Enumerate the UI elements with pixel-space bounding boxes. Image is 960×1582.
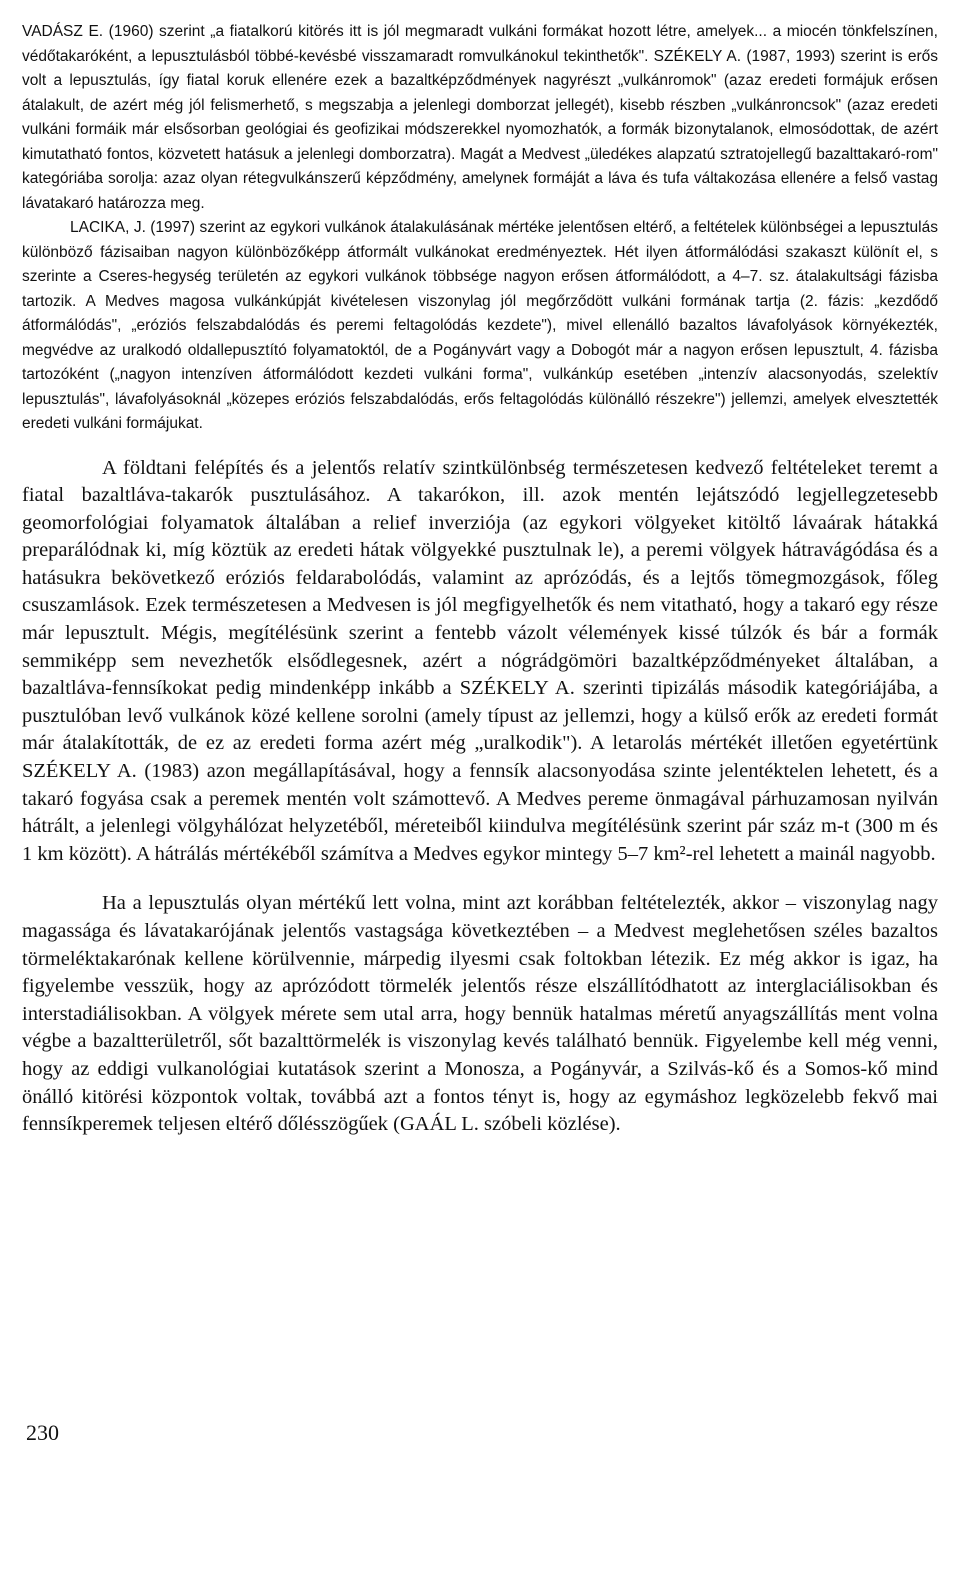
spacer	[22, 868, 938, 890]
paragraph-large-1: A földtani felépítés és a jelentős relatív szintkülönbség természetesen kedvező feltételeket teremt a fiatal bazaltláva-takarók pusztulásához. A takarókon, ill. azok mentén lejátszódó legjellegzetesebb geomorfológiai folyamatok általában a relief inverziója (az egykori völgyeket kitöltő lávaárak hátakká preparálódnak ki, míg köztük az eredeti hátak völgyekké pusztulnak le), a peremi völgyek hátravágódása és a hatásukra bekövetkező eróziós feldarabolódás, valamint az aprózódás, és a lejtős tömegmozgások, főleg csuszamlások. Ezek természetesen a Medvesen is jól megfigyelhetők és nem vitatható, hogy a takaró egy része már lepusztult. Mégis, megítélésünk szerint a fentebb vázolt vélemények kissé túlzók és bár a formák semmiképp sem nevezhetők elsődlegesnek, azért a nógrádgömöri bazaltképződményeket általában, a bazaltláva-fennsíkokat pedig mindenképp inkább a SZÉKELY A. szerinti tipizálás második kategóriájába, a pusztulóban levő vulkánok közé kellene sorolni (amely típust az jellemzi, hogy a külső erők az eredeti formát már átalakították, de ez az eredeti forma azért még „uralkodik"). A letarolás mértékét illetően egyetértünk SZÉKELY A. (1983) azon megállapításával, hogy a fennsík alacsonyodása szinte jelentéktelen lehetett, és a takaró fogyása csak a peremek mentén volt számottevő. A Medves pereme önmagával párhuzamosan nyilván hátrált, a jelenlegi völgyhálózat helyzetéből, méreteiből kiindulva megítélésünk szerint pár száz m-t (300 m és 1 km között). A hátrálás mértékéből számítva a Medves egykor mintegy 5–7 km²-rel lehetett a mainál nagyobb.	[22, 456, 938, 865]
paragraph-large-2: Ha a lepusztulás olyan mértékű lett volna, mint azt korábban feltételezték, akkor – viszonylag nagy magassága és lávatakarójának jelentős vastagsága következtében – a Medvest meglehetősen széles bazaltos törmeléktakarónak kellene körülvennie, márpedig ilyesmi csak foltokban létezik. Ez még akkor is igaz, ha figyelembe vesszük, hogy az aprózódott törmelék jelentős része elszállítódhatott az interglaciálisokban és interstadiálisokban. A völgyek mérete sem utal arra, hogy bennük hatalmas méretű anyagszállítás ment volna végbe a bazaltterületről, sőt bazalttörmelék is viszonylag kevés található bennük. Figyelembe kell még venni, hogy az eddigi vulkanológiai kutatások szerint a Monosza, a Pogányvár, a Szilvás-kő és a Somos-kő mind önálló kitörési központok voltak, továbbá azt a fontos tényt is, hogy az egymáshoz legközelebb fekvő mai fennsíkperemek teljesen eltérő dőlésszögűek (GAÁL L. szóbeli közlése).	[22, 892, 938, 1136]
document-page	[22, 20, 938, 1139]
spacer	[22, 437, 938, 455]
page-number: 230	[26, 1420, 59, 1445]
paragraph-small-2: LACIKA, J. (1997) szerint az egykori vulkánok átalakulásának mértéke jelentősen eltérő, a feltételek különbségei a lepusztulás különböző fázisaiban nagyon különbözőképp átformált vulkánokat eredményeztek. Hét ilyen átformálódási szakaszt különít el, s szerinte a Cseres-hegység területén az egykori vulkánok többsége nagyon erősen átformálódott, a 4–7. sz. átalakultsági fázisba tartozik. A Medves magosa vulkánkúpját kivételesen viszonylag jól megőrződött vulkáni formának tartja (2. fázis: „kezdődő átformálódás", „eróziós felszabdalódás és peremi feltagolódás kezdete"), mivel ellenálló bazaltos lávafolyások környékezték, megvédve az uralkodó oldallepusztító folyamatoktól, de a Pogányvárt vagy a Dobogót már a nagyon erősen lepusztult, 4. fázisba tartozóként („nagyon intenzíven átformálódott kezdeti vulkáni forma", vulkánkúp esetében „intenzív alacsonyodás, szelektív lepusztulás", lávafolyásoknál „közepes eróziós felszabdalódás, erős feltagolódás különálló részekre") jellemzi, amelyek elvesztették eredeti vulkáni formájukat.	[22, 219, 938, 432]
paragraph-small-1: VADÁSZ E. (1960) szerint „a fiatalkorú kitörés itt is jól megmaradt vulkáni formákat hozott létre, amelyek... a miocén tönkfelszínen, védőtakaróként, a lepusztulásból többé-kevésbé visszamaradt romvulkánokul tekinthetők". SZÉKELY A. (1987, 1993) szerint is erős volt a lepusztulás, így fiatal koruk ellenére ezek a bazaltképződmények nagyrészt „vulkánromok" (azaz eredeti formájuk erősen átalakult, de azért még jól felismerhető, s megszabja a jelenlegi domborzat jellegét), kisebb részben „vulkánroncsok" (azaz eredeti vulkáni formáik már elsősorban geológiai és geofizikai módszerekkel nyomozhatók, a formák bizonytalanok, elmosódottak, de azért kimutatható fontos, közvetett hatásuk a jelenlegi domborzatra). Magát a Medvest „üledékes alapzatú sztratojellegű bazalttakaró-rom" kategóriába sorolja: azaz olyan rétegvulkánszerű képződmény, amelynek formáját a láva és tufa váltakozása ellenére a felső vastag lávatakaró határozza meg.	[22, 23, 938, 212]
